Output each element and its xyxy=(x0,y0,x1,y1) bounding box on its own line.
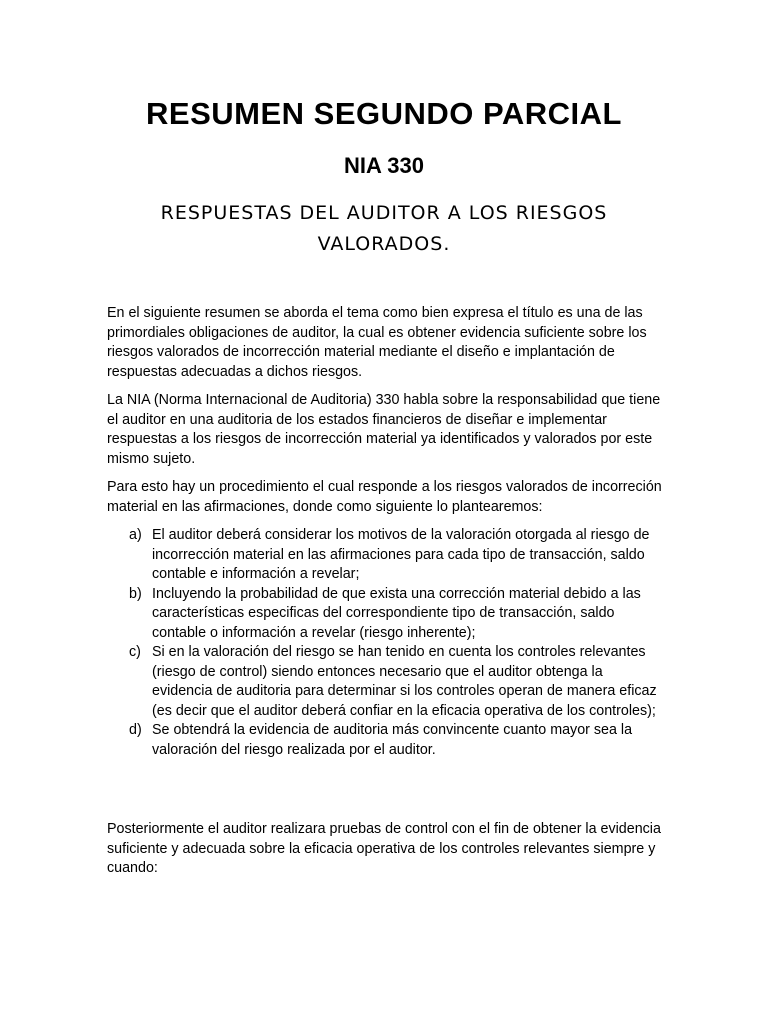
list-item-text: Se obtendrá la evidencia de auditoria más convincente cuanto mayor sea la valoración del riesgo realizada por el auditor. xyxy=(152,722,633,758)
procedure-paragraph: Para esto hay un procedimiento el cual responde a los riesgos valorados de incorreción material en las afirmaciones, donde como siguiente lo plantearemos: xyxy=(107,479,662,515)
list-marker: d) xyxy=(129,722,142,738)
list-item xyxy=(107,643,667,721)
list-item-text: Si en la valoración del riesgo se han tenido en cuenta los controles relevantes (riesgo de control) siendo entonces necesario que el auditor obtenga la evidencia de auditoria para determinar si los controles operan de manera eficaz (es decir que el auditor deberá confiar en la eficacia operativa de los controles); xyxy=(152,644,657,719)
list-marker: b) xyxy=(129,585,142,602)
nia-description-paragraph: La NIA (Norma Internacional de Auditoria) 330 habla sobre la responsabilidad que tiene el auditor en una auditoria de los estados financieros de diseñar e implementar respuestas a los riesgos de incorrección material ya identificados y valorados por este mismo sujeto. xyxy=(107,392,661,467)
section-heading: RESPUESTAS DEL AUDITOR A LOS RIESGOS VALORADOS. xyxy=(160,202,608,255)
list-item-text: Incluyendo la probabilidad de que exista una corrección material debido a las características especificas del correspondiente tipo de transacción, saldo contable o información a revelar (riesgo inherente); xyxy=(152,585,641,641)
list-item xyxy=(107,585,667,644)
list-item-text: El auditor deberá considerar los motivos de la valoración otorgada al riesgo de incorrección material en las afirmaciones para cada tipo de transacción, saldo contable e información a revelar; xyxy=(152,527,650,582)
list-marker: a) xyxy=(129,527,142,543)
closing-paragraph: Posteriormente el auditor realizara pruebas de control con el fin de obtener la evidencia suficiente y adecuada sobre la eficacia operativa de los controles relevantes siempre y cuando: xyxy=(107,821,661,876)
document-subtitle: NIA 330 xyxy=(344,153,424,178)
intro-paragraph: En el siguiente resumen se aborda el tema como bien expresa el título es una de las primordiales obligaciones de auditor, la cual es obtener evidencia suficiente sobre los riesgos valorados de incorrección material mediante el diseño e implantación de respuestas adecuadas a dichos riesgos. xyxy=(107,305,647,380)
list-item xyxy=(107,526,667,585)
list-marker: c) xyxy=(129,644,141,660)
document-title: RESUMEN SEGUNDO PARCIAL xyxy=(146,96,622,131)
procedure-list xyxy=(107,526,667,760)
document-body xyxy=(107,304,667,760)
list-item xyxy=(107,721,667,760)
